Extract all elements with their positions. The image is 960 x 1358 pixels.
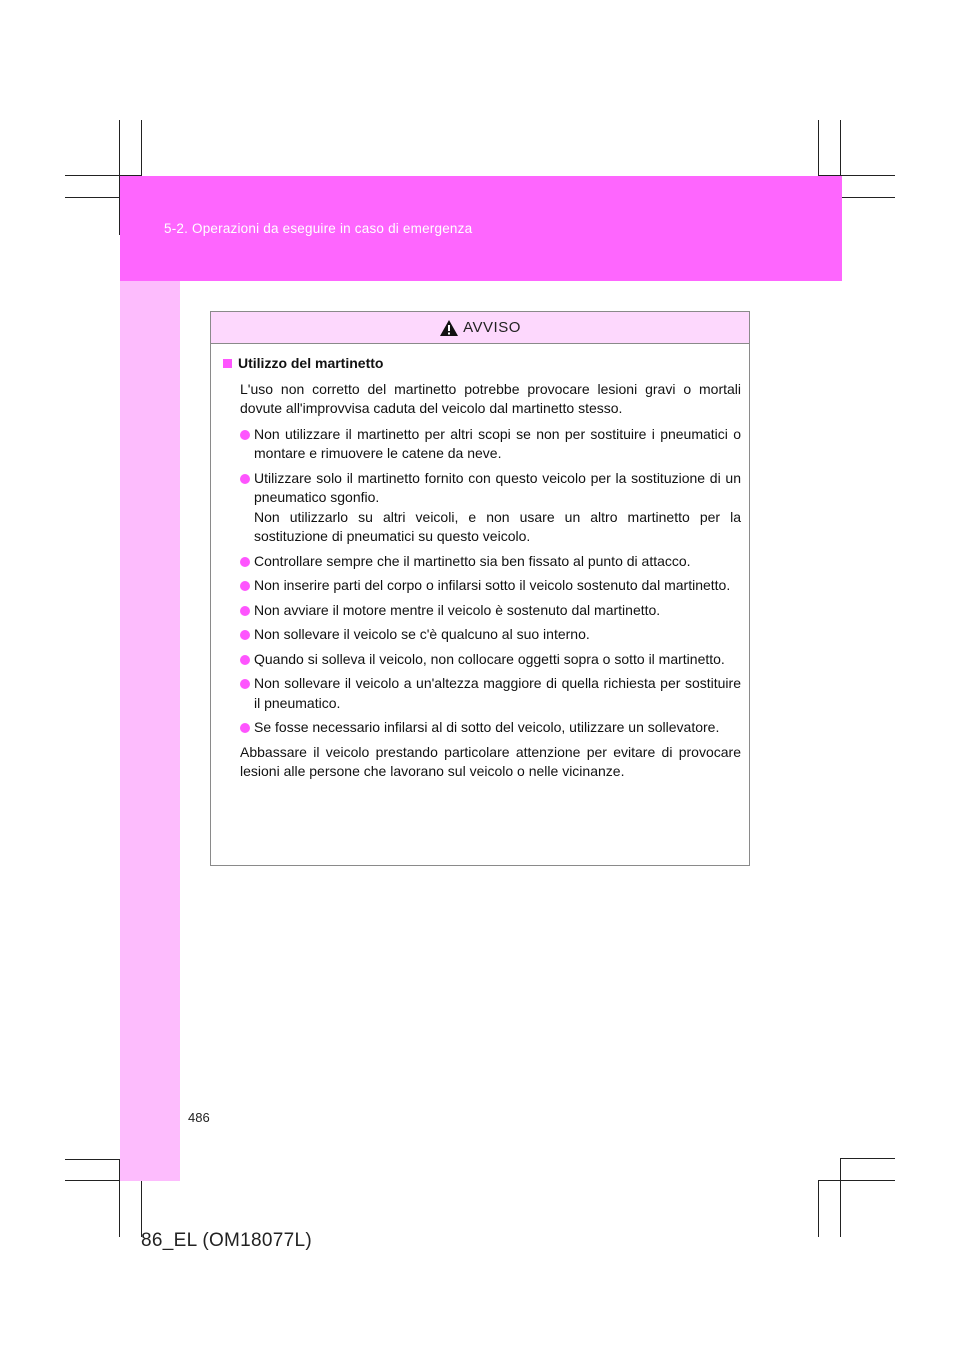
- warning-bullet-line: Controllare sempre che il martinetto sia ben fissato al punto di attacco.: [254, 552, 691, 569]
- circle-bullet-icon: [240, 581, 250, 591]
- circle-bullet-icon: [240, 723, 250, 733]
- warning-header: [211, 312, 749, 344]
- crop-mark: [840, 197, 895, 198]
- circle-bullet-icon: [240, 655, 250, 665]
- warning-bullet-line: Non utilizzarlo su altri veicoli, e non usare un altro martinetto per la sostituzione di pneumatici su questo veicolo.: [254, 508, 741, 544]
- side-tab-strip: [120, 281, 180, 1181]
- warning-triangle-icon: [439, 319, 459, 337]
- warning-bullet-text: [254, 601, 741, 621]
- warning-bullet-text: [254, 469, 741, 547]
- warning-bullet-text: [254, 718, 741, 738]
- crop-mark: [65, 1159, 120, 1160]
- warning-bullet-line: Non avviare il motore mentre il veicolo è sostenuto dal martinetto.: [254, 601, 661, 618]
- warning-bullet-item: [240, 576, 741, 596]
- warning-bullet-text: [254, 425, 741, 464]
- warning-bullet-line: Non utilizzare il martinetto per altri scopi se non per sostituire i pneumatici o montare e rimuovere le catene da neve.: [254, 425, 741, 461]
- warning-bullet-text: [254, 552, 741, 572]
- warning-bullet-line: Se fosse necessario infilarsi al di sotto del veicolo, utilizzare un sollevatore.: [254, 719, 720, 735]
- warning-bullet-line: Non sollevare il veicolo se c'è qualcuno al suo interno.: [254, 626, 590, 642]
- warning-bullet-item: [240, 425, 741, 464]
- warning-bullet-item: [240, 718, 741, 738]
- crop-mark: [818, 1180, 819, 1237]
- warning-bullet-item: [240, 625, 741, 645]
- warning-title: AVVISO: [463, 319, 521, 336]
- section-title: 5-2. Operazioni da eseguire in caso di emergenza: [164, 221, 473, 236]
- warning-bullet-text: [254, 674, 741, 713]
- warning-bullet-line: Non inserire parti del corpo o infilarsi sotto il veicolo sostenuto dal martinetto.: [254, 577, 731, 593]
- document-code: 86_EL (OM18077L): [141, 1230, 312, 1251]
- warning-bullet-text: [254, 576, 741, 596]
- circle-bullet-icon: [240, 630, 250, 640]
- warning-bullet-line: Utilizzare solo il martinetto fornito con questo veicolo per la sostituzione di un pneumatico sgonfio.: [254, 469, 741, 505]
- warning-intro: L'uso non corretto del martinetto potrebbe provocare lesioni gravi o mortali dovute all'improvvisa caduta del veicolo dal martinetto stesso.: [240, 380, 741, 416]
- warning-bullet-item: [240, 650, 741, 670]
- crop-mark: [840, 1158, 841, 1237]
- warning-section-heading: [223, 354, 741, 374]
- section-header-band: [120, 176, 842, 281]
- circle-bullet-icon: [240, 474, 250, 484]
- warning-box: [210, 311, 750, 866]
- circle-bullet-icon: [240, 606, 250, 616]
- warning-closing: Abbassare il veicolo prestando particolare attenzione per evitare di provocare lesioni alle persone che lavorano sul veicolo o nelle vicinanze.: [240, 743, 741, 779]
- circle-bullet-icon: [240, 679, 250, 689]
- warning-bullet-list: [223, 425, 741, 738]
- circle-bullet-icon: [240, 557, 250, 567]
- warning-bullet-line: Non sollevare il veicolo a un'altezza maggiore di quella richiesta per sostituire il pneumatico.: [254, 675, 741, 711]
- crop-mark: [818, 1180, 895, 1181]
- warning-bullet-item: [240, 469, 741, 547]
- square-bullet-icon: [223, 359, 232, 368]
- page-number: 486: [188, 1110, 210, 1125]
- warning-bullet-line: Quando si solleva il veicolo, non collocare oggetti sopra o sotto il martinetto.: [254, 650, 725, 667]
- warning-body: [211, 344, 749, 782]
- warning-bullet-item: [240, 674, 741, 713]
- warning-bullet-item: [240, 552, 741, 572]
- crop-mark: [141, 1180, 142, 1237]
- warning-bullet-item: [240, 601, 741, 621]
- warning-section-title: Utilizzo del martinetto: [238, 355, 384, 371]
- warning-bullet-text: [254, 625, 741, 645]
- circle-bullet-icon: [240, 430, 250, 440]
- warning-bullet-text: [254, 650, 741, 670]
- crop-mark: [840, 1158, 895, 1159]
